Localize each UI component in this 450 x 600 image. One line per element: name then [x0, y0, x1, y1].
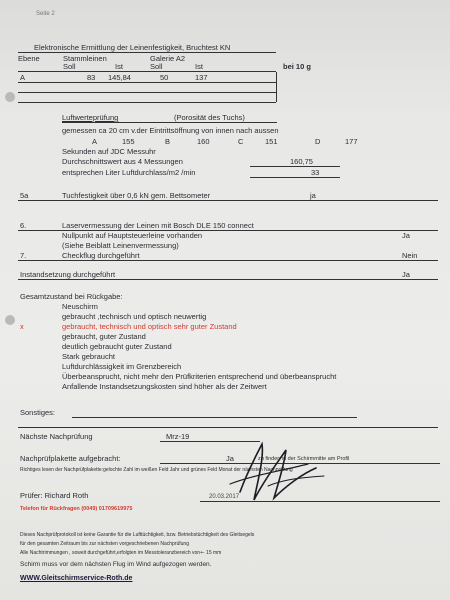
- condition-checkmark: x: [20, 322, 24, 331]
- page-marker: Seite 2: [36, 11, 55, 17]
- col-ist: Ist: [195, 62, 203, 71]
- telefon-text: Telefon für Rückfragen (0049) 01709619975: [20, 506, 133, 512]
- section-6-text: Laservermessung der Leinen mit Bosch DLE 150 connect: [62, 221, 254, 230]
- siehe-text: (Siehe Beiblatt Leinenvermessung): [62, 241, 179, 250]
- instandsetzung-value: Ja: [402, 270, 410, 279]
- section-6-number: 6.: [20, 221, 27, 230]
- naechste-value: Mrz-19: [166, 432, 190, 441]
- meas-b-value: 160: [197, 137, 210, 146]
- condition-item: Luftdurchlässigkeit im Grenzbereich: [62, 362, 182, 371]
- col-galerie: Galerie A2: [150, 54, 186, 63]
- condition-item: gebraucht, guter Zustand: [62, 332, 146, 341]
- divider: [18, 92, 276, 93]
- durchschnitt-text: Durchschnittswert aus 4 Messungen: [62, 157, 183, 166]
- table-border: [276, 72, 277, 102]
- divider: [18, 82, 276, 83]
- website-link[interactable]: WWW.Gleitschirmservice-Roth.de: [20, 575, 133, 582]
- section-5a-value: ja: [310, 191, 316, 200]
- condition-item-selected: gebraucht, technisch und optisch sehr guter Zustand: [62, 322, 237, 331]
- instandsetzung-text: Instandsetzung durchgeführt: [20, 270, 116, 279]
- divider: [250, 177, 340, 178]
- liter-text: entsprechen Liter Luftdurchlass/m2 /min: [62, 168, 196, 177]
- condition-item: Anfallende Instandsetzungskosten sind höher als der Zeitwert: [62, 382, 267, 391]
- punch-holes: [5, 0, 19, 600]
- col-stammleinen: Stammleinen: [63, 54, 107, 63]
- punch-hole: [5, 315, 15, 325]
- plakette-instructions: Richtiges lesen der Nachprüfplakette:gelochte Zahl im weißen Feld Jahr und grünes Feld Monat der nächsten Nachprüfung: [20, 467, 293, 473]
- durchschnitt-value: 160,75: [290, 157, 313, 166]
- row-soll: 83: [87, 73, 96, 82]
- pruefer-label: Prüfer: Richard Roth: [20, 491, 89, 500]
- section-5a-text: Tuchfestigkeit über 0,6 kN gem. Bettsometer: [62, 191, 211, 200]
- section-5a-number: 5a: [20, 191, 29, 200]
- section-7-number: 7.: [20, 251, 27, 260]
- liter-value: 33: [311, 168, 320, 177]
- divider: [250, 166, 340, 167]
- meas-d-label: D: [315, 137, 321, 146]
- condition-item: Neuschirm: [62, 302, 98, 311]
- row-ist: 137: [195, 73, 208, 82]
- condition-item: gebraucht ,technisch und optisch neuwertig: [62, 312, 207, 321]
- bei-label: bei 10 g: [283, 62, 311, 71]
- meas-c-value: 151: [265, 137, 278, 146]
- divider: [72, 417, 357, 418]
- col-soll: Soll: [63, 62, 76, 71]
- sonstiges-label: Sonstiges:: [20, 408, 56, 417]
- plakette-value: Ja: [226, 454, 234, 463]
- meas-c-label: C: [238, 137, 244, 146]
- footer-line: Dieses Nachprüfprotokoll ist keine Garantie für die Lufttüchtigkeit, bzw. Betriebstüchtigkeit des Gleitsegels: [20, 532, 255, 538]
- divider: [18, 102, 276, 103]
- footer-line: Schirm muss vor dem nächsten Flug im Wind aufgezogen werden.: [20, 561, 212, 568]
- divider: [18, 200, 438, 201]
- luft-title: Luftwerteprüfung: [62, 113, 119, 122]
- divider: [62, 122, 277, 123]
- divider: [18, 279, 438, 280]
- condition-item: Überbeansprucht, nicht mehr den Prüfkriterien entsprechend und überbeansprucht: [62, 372, 337, 381]
- nullpunkt-value: Ja: [402, 231, 410, 240]
- gemessen-text: gemessen ca 20 cm v.der Eintrittsöffnung von innen nach aussen: [62, 126, 279, 135]
- col-ebene: Ebene: [18, 54, 40, 63]
- gesamt-title: Gesamtzustand bei Rückgabe:: [20, 292, 123, 301]
- meas-d-value: 177: [345, 137, 358, 146]
- row-ist: 145,84: [108, 73, 131, 82]
- section-7-value: Nein: [402, 251, 418, 260]
- naechste-label: Nächste Nachprüfung: [20, 432, 93, 441]
- col-soll: Soll: [150, 62, 163, 71]
- condition-item: deutlich gebraucht guter Zustand: [62, 342, 172, 351]
- kn-title: Elektronische Ermittlung der Leinenfestigkeit, Bruchtest KN: [34, 43, 231, 52]
- porositaet: (Porosität des Tuchs): [174, 113, 245, 122]
- divider: [18, 427, 438, 428]
- meas-b-label: B: [165, 137, 171, 146]
- row-soll: 50: [160, 73, 169, 82]
- sekunden-text: Sekunden auf JDC Messuhr: [62, 147, 156, 156]
- nullpunkt-text: Nullpunkt auf Hauptsteuerleine vorhanden: [62, 231, 203, 240]
- col-ist: Ist: [115, 62, 123, 71]
- condition-item: Stark gebraucht: [62, 352, 115, 361]
- meas-a-label: A: [92, 137, 98, 146]
- handwritten-signature: [220, 440, 330, 508]
- plakette-label: Nachprüfplakette aufgebracht:: [20, 454, 121, 463]
- signature-date: 20.03.2017: [209, 494, 240, 500]
- divider: [18, 260, 438, 261]
- plakette-note: zu finden in der Schirmmitte am Profil: [258, 456, 350, 462]
- divider: [18, 52, 276, 53]
- footer-line: für den gesamten Zeitraum bis zur nächsten vorgeschriebenen Nachprüfung: [20, 541, 189, 547]
- section-7-text: Checkflug durchgeführt: [62, 251, 140, 260]
- meas-a-value: 155: [122, 137, 135, 146]
- punch-hole: [5, 92, 15, 102]
- divider: [18, 71, 276, 72]
- footer-line: Alle Nachtrimmungen , soweit durchgeführt,erfolgten im Messtoleranzbereich von+- 15 mm: [20, 550, 222, 556]
- row-ebene: A: [20, 73, 26, 82]
